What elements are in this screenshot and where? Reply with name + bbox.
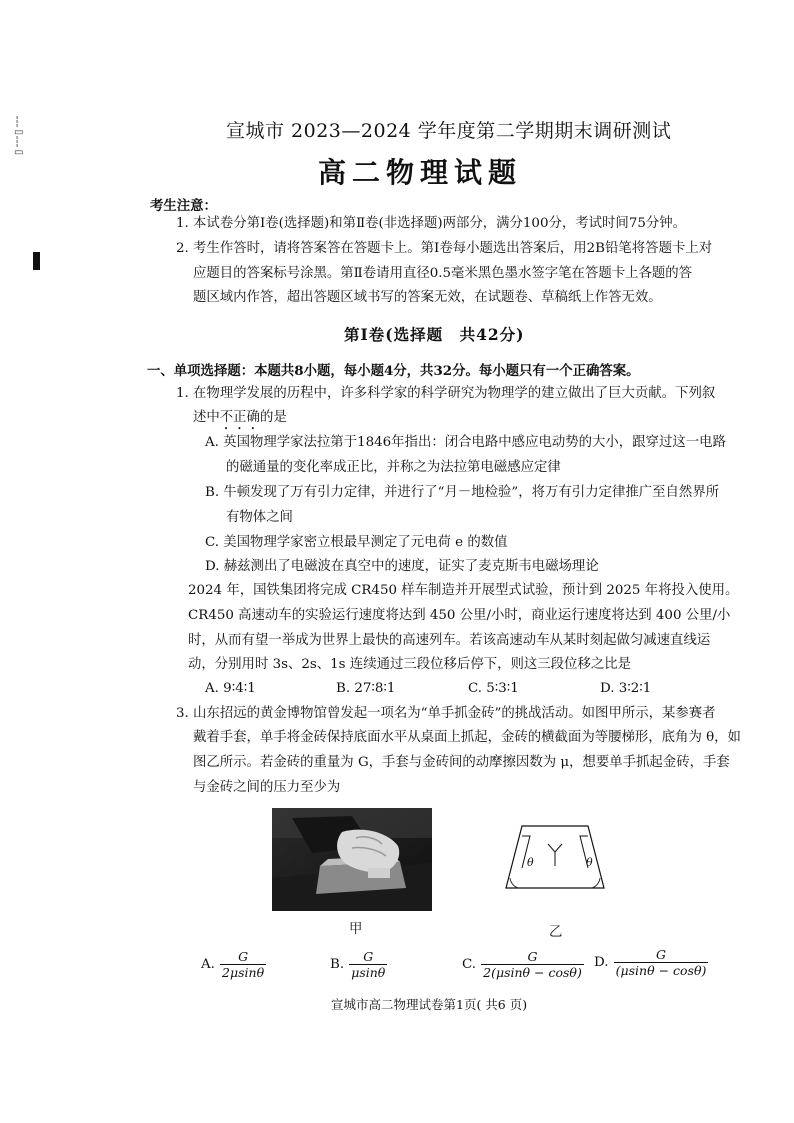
figure-yi-label: 乙 — [549, 925, 563, 940]
q3-option-c — [462, 950, 584, 979]
figure-yi-diagram — [500, 822, 610, 902]
notice-item-1: 1. 本试卷分第Ⅰ卷(选择题)和第Ⅱ卷(非选择题)两部分，满分100分，考试时间75分钟。 — [176, 216, 687, 231]
q3-option-b-numerator: G — [363, 949, 374, 964]
q1-stem-suffix: 的是 — [259, 410, 287, 425]
q1-option-b-line2: 有物体之间 — [226, 510, 293, 525]
figure-jia-photo — [272, 808, 432, 911]
exam-title: 宣城市 2023—2024 学年度第二学期期末调研测试 — [226, 120, 672, 142]
q3-option-d-label: D. — [594, 955, 609, 970]
q3-line2: 戴着手套，单手将金砖保持底面水平从桌面上抓起，金砖的横截面为等腰梯形，底角为 θ，如 — [193, 730, 741, 745]
q2-option-d: D. 3∶2∶1 — [600, 681, 652, 696]
q3-option-b — [330, 950, 387, 979]
q3-option-a-numerator: G — [238, 949, 249, 964]
margin-black-bar — [33, 252, 40, 270]
page-footer: 宣城市高二物理试卷第1页( 共6 页) — [331, 997, 528, 1012]
notice-item-2-line2: 应题目的答案标号涂黑。第Ⅱ卷请用直径0.5毫米黑色墨水签字笔在答题卡上各题的答 — [193, 266, 693, 281]
q3-option-b-fraction — [349, 950, 387, 979]
theta-left-label: θ — [527, 856, 534, 869]
q2-option-b: B. 27∶8∶1 — [336, 681, 396, 696]
q2-line4: 动，分别用时 3s、2s、1s 连续通过三段位移后停下，则这三段位移之比是 — [188, 657, 632, 672]
q3-option-c-label: C. — [462, 957, 477, 972]
q3-option-c-fraction — [481, 950, 584, 979]
q2-line3: 时，从而有望一举成为世界上最快的高速列车。若该高速动车从某时刻起做匀减速直线运 — [188, 633, 711, 648]
notice-item-2-line3: 题区域内作答，超出答题区域书写的答案无效，在试题卷、草稿纸上作答无效。 — [193, 290, 662, 305]
q3-line4: 与金砖之间的压力至少为 — [193, 780, 341, 795]
q2-option-c: C. 5∶3∶1 — [468, 681, 519, 696]
q1-option-c: C. 美国物理学家密立根最早测定了元电荷 e 的数值 — [205, 535, 508, 550]
q1-stem-prefix: 述中 — [193, 410, 220, 425]
q2-option-a: A. 9∶4∶1 — [205, 681, 256, 696]
theta-right-label: θ — [586, 856, 593, 869]
q3-option-c-denominator: 2(μsinθ − cosθ) — [483, 965, 582, 980]
q3-line1: 3. 山东招远的黄金博物馆曾发起一项名为“单手抓金砖”的挑战活动。如图甲所示，某参赛者 — [176, 706, 716, 721]
q1-stem-emphasis: 不正确 — [219, 410, 260, 425]
q3-option-b-denominator: μsinθ — [351, 965, 386, 980]
q1-option-a-line1: A. 英国物理学家法拉第于1846年指出：闭合电路中感应电动势的大小，跟穿过这一电路 — [205, 435, 726, 450]
q1-stem-line1: 1. 在物理学发展的历程中，许多科学家的科学研究为物理学的建立做出了巨大贡献。下列叙 — [176, 386, 716, 401]
margin-handwriting: ┆ ▭ ┆ ▭ — [14, 117, 24, 158]
q2-line1: 2024 年，国铁集团将完成 CR450 样车制造并开展型式试验，预计到 2025 年将投入使用。 — [188, 583, 739, 598]
part-1-intro: 一、单项选择题：本题共8小题，每小题4分，共32分。每小题只有一个正确答案。 — [147, 363, 640, 379]
q2-line2: CR450 高速动车的实验运行速度将达到 450 公里/小时，商业运行速度将达到 400 公里/小 — [188, 608, 731, 623]
q3-option-b-label: B. — [330, 957, 345, 972]
q3-option-c-numerator: G — [527, 949, 538, 964]
q3-option-a — [201, 950, 266, 979]
q3-option-a-fraction — [220, 950, 266, 979]
q3-option-a-label: A. — [201, 957, 215, 972]
subject-title: 高二物理试题 — [318, 156, 523, 189]
q3-option-d — [594, 948, 708, 977]
figure-jia-label: 甲 — [349, 922, 363, 937]
notice-heading: 考生注意： — [150, 198, 217, 214]
q1-option-b-line1: B. 牛顿发现了万有引力定律，并进行了“月－地检验”，将万有引力定律推广至自然界所 — [205, 485, 720, 500]
section-1-title: 第Ⅰ卷(选择题 共42分) — [344, 325, 525, 344]
q1-option-d: D. 赫兹测出了电磁波在真空中的速度，证实了麦克斯韦电磁场理论 — [205, 559, 599, 574]
q3-option-d-fraction — [614, 948, 709, 977]
q1-stem-line2 — [193, 409, 287, 433]
q3-option-d-numerator: G — [655, 947, 666, 962]
q3-option-a-denominator: 2μsinθ — [222, 965, 265, 980]
q3-line3: 图乙所示。若金砖的重量为 G，手套与金砖间的动摩擦因数为 μ，想要单手抓起金砖，手套 — [193, 755, 730, 770]
q1-option-a-line2: 的磁通量的变化率成正比，并称之为法拉第电磁感应定律 — [226, 460, 561, 475]
notice-item-2-line1: 2. 考生作答时，请将答案答在答题卡上。第Ⅰ卷每小题选出答案后，用2B铅笔将答题卡上对 — [176, 241, 713, 256]
q3-option-d-denominator: (μsinθ − cosθ) — [615, 963, 707, 978]
